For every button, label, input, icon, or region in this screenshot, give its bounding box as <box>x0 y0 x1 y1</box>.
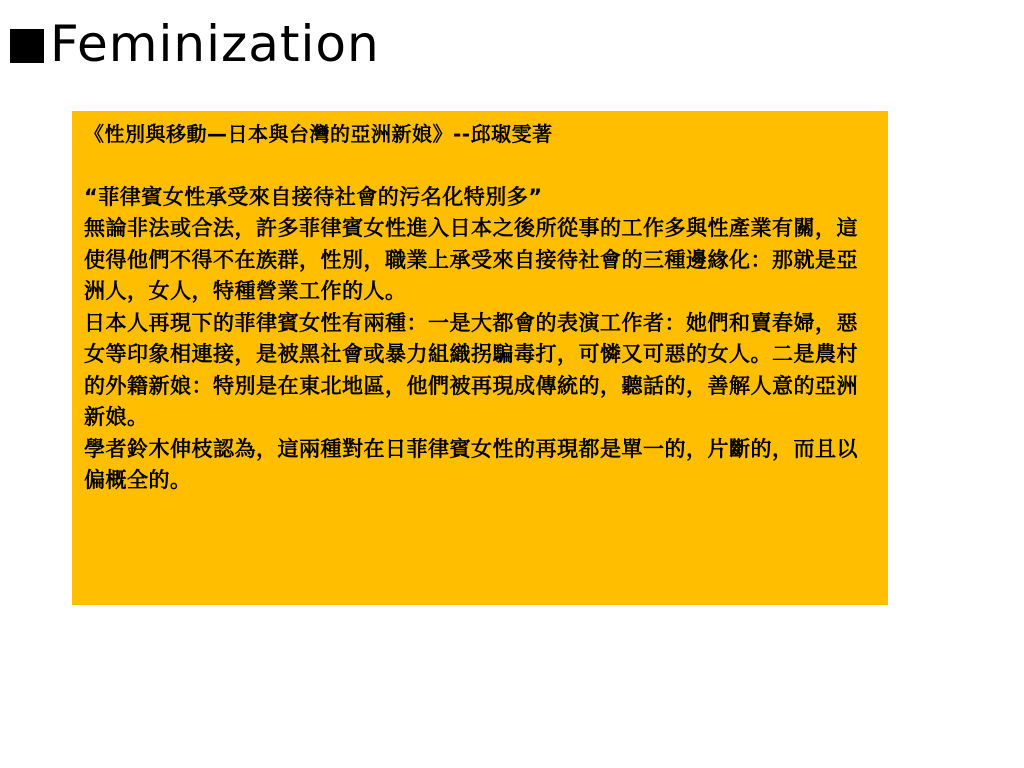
page-title: Feminization <box>50 15 380 73</box>
slide-title <box>10 12 380 76</box>
quote-text: “菲律賓女性承受來自接待社會的污名化特別多” <box>84 184 543 209</box>
square-bullet-icon <box>10 29 44 63</box>
citation-text: 《性別與移動—日本與台灣的亞洲新娘》--邱琡雯著 <box>84 122 553 146</box>
paragraph-1: 無論非法或合法，許多菲律賓女性進入日本之後所從事的工作多與性產業有關，這使得他們不得不在族群，性別，職業上承受來自接待社會的三種邊緣化：那就是亞洲人，女人，特種營業工作的人。 <box>84 216 858 303</box>
paragraph-3: 學者鈴木伸枝認為，這兩種對在日菲律賓女性的再現都是單一的，片斷的，而且以偏概全的。 <box>84 436 858 492</box>
content-box <box>72 111 888 605</box>
paragraph-2: 日本人再現下的菲律賓女性有兩種：一是大都會的表演工作者：她們和賣春婦，惡女等印象相連接，是被黑社會或暴力組織拐騙毒打，可憐又可惡的女人。二是農村的外籍新娘：特別是在東北地區，他們被再現成傳統的，聽話的，善解人意的亞洲新娘。 <box>84 310 858 429</box>
